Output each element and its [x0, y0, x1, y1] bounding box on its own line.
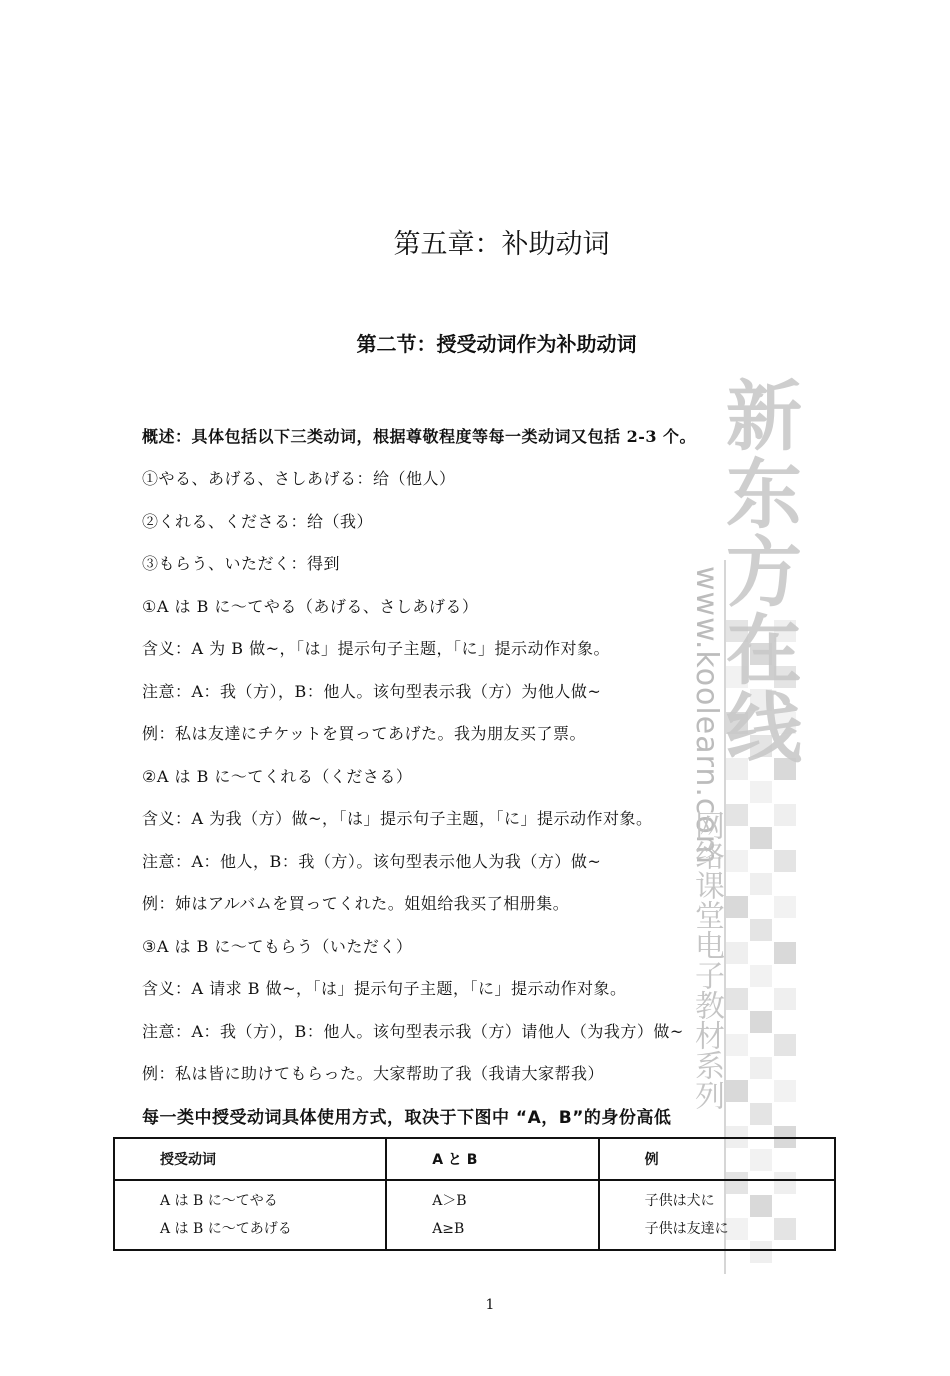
table-cell-verb — [114, 1180, 386, 1250]
page-number: 1 — [485, 1297, 495, 1313]
body-line: 例：私は友達にチケットを買ってあげた。我为朋友买了票。 — [142, 724, 587, 743]
checker-square — [750, 873, 772, 895]
checker-square — [774, 896, 796, 918]
checker-square — [774, 988, 796, 1010]
table-cell-relation — [386, 1180, 598, 1250]
cell-line: A≥B — [432, 1221, 465, 1237]
verb-table — [113, 1137, 836, 1251]
checker-square — [750, 919, 772, 941]
section-title: 第二节：授受动词作为补助动词 — [356, 332, 637, 356]
checker-square — [774, 942, 796, 964]
checker-square — [774, 1034, 796, 1056]
body-line: ②A は B に～てくれる（くださる） — [142, 767, 413, 786]
checker-square — [726, 896, 748, 918]
body-line: 例：私は皆に助けてもらった。大家帮助了我（我请大家帮我） — [142, 1064, 605, 1083]
cell-line: A＞B — [432, 1193, 467, 1209]
table-cell-example — [599, 1180, 835, 1250]
body-line: 注意：A：他人，B：我（方）。该句型表示他人为我（方）做~ — [142, 852, 602, 871]
checker-square — [750, 1057, 772, 1079]
cell-line: 子供は犬に — [644, 1193, 715, 1209]
body-line: ②くれる、くださる：给（我） — [142, 512, 374, 531]
checker-square — [750, 827, 772, 849]
cell-line: 子供は友達に — [644, 1221, 729, 1237]
checker-square — [774, 1080, 796, 1102]
overview-line: 概述：具体包括以下三类动词，根据尊敬程度等每一类动词又包括 2-3 个。 — [142, 427, 697, 446]
cell-line: A は B に～てあげる — [160, 1221, 292, 1237]
table-header-row — [114, 1138, 835, 1180]
checker-square — [726, 1034, 748, 1056]
body-line: ③A は B に～てもらう（いただく） — [142, 937, 413, 956]
body-line: 注意：A：我（方），B：他人。该句型表示我（方）为他人做~ — [142, 682, 602, 701]
body-line: 例：姉はアルバムを買ってくれた。姐姐给我买了相册集。 — [142, 894, 570, 913]
checker-square — [726, 942, 748, 964]
table-header-cell: A と B — [386, 1138, 598, 1180]
body-line: ③もらう、いただく：得到 — [142, 554, 341, 573]
body-line: 含义：A 为我（方）做~，「は」提示句子主题，「に」提示动作对象。 — [142, 809, 653, 828]
checker-square — [774, 850, 796, 872]
checker-square — [774, 804, 796, 826]
body-line: 含义：A 请求 B 做~，「は」提示句子主题，「に」提示动作对象。 — [142, 979, 627, 998]
body-line: 含义：A 为 B 做~，「は」提示句子主题，「に」提示动作对象。 — [142, 639, 610, 658]
body-line: ①A は B に～てやる（あげる、さしあげる） — [142, 597, 479, 616]
watermark-url: www.koolearn.com — [689, 566, 724, 866]
checker-square — [726, 850, 748, 872]
table-intro-line: 每一类中授受动词具体使用方式，取决于下图中 “A，B”的身份高低 — [142, 1108, 672, 1128]
checker-square — [750, 1011, 772, 1033]
chapter-title: 第五章：补助动词 — [393, 229, 610, 260]
checker-square — [750, 781, 772, 803]
checker-square — [750, 965, 772, 987]
body-line: ①やる、あげる、さしあげる：给（他人） — [142, 469, 456, 488]
table-header-cell: 例 — [599, 1138, 835, 1180]
watermark-brand: 新东方在线 — [726, 372, 802, 773]
watermark-tagline: 网络课堂电子教材系列 — [689, 810, 724, 1110]
cell-line: A は B に～てやる — [160, 1193, 278, 1209]
checker-square — [726, 804, 748, 826]
body-line: 注意：A：我（方），B：他人。该句型表示我（方）请他人（为我方）做~ — [142, 1022, 684, 1041]
checker-square — [726, 1080, 748, 1102]
checker-square — [726, 988, 748, 1010]
checker-square — [750, 1103, 772, 1125]
table-row — [114, 1180, 835, 1250]
table-header-cell: 授受动词 — [114, 1138, 386, 1180]
